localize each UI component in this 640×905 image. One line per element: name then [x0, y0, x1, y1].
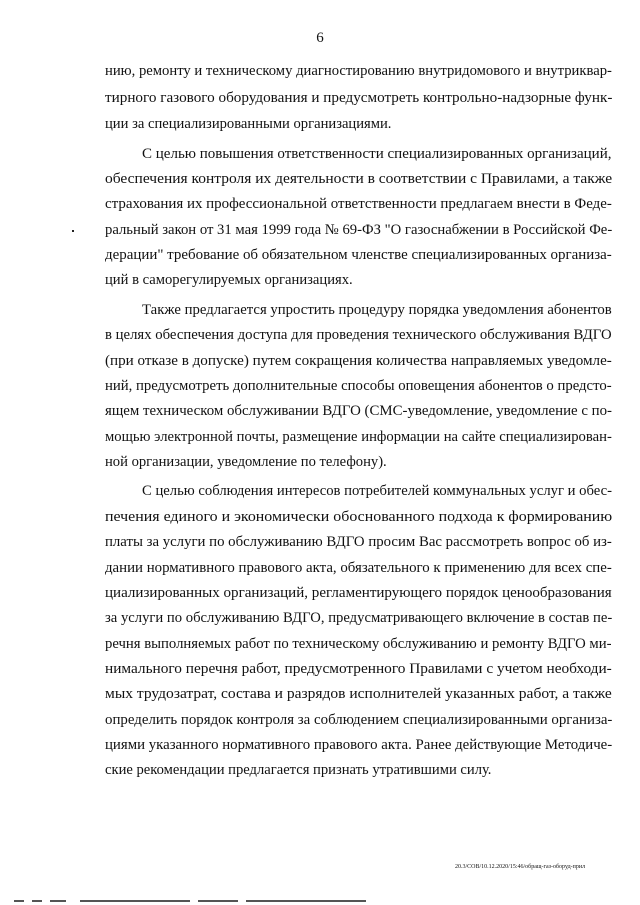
text-line: С целью повышения ответственности специализированных организаций, [142, 146, 612, 162]
text-line: дерации" требование об обязательном членстве специализированных организа- [105, 247, 612, 263]
text-line: мощью электронной почты, размещение информации на сайте специализирован- [105, 429, 612, 445]
text-line: обеспечения контроля их деятельности в соответствии с Правилами, а также [105, 171, 613, 187]
text-line: ний, предусмотреть дополнительные способы оповещения абонентов о предсто- [105, 378, 612, 394]
text-line: печения единого и экономически обоснованного подхода к формированию [105, 509, 613, 525]
text-line: речня выполняемых работ по техническому обслуживанию и ремонту ВДГО ми- [105, 636, 612, 652]
text-line: тирного газового оборудования и предусмотреть контрольно-надзорные функ- [105, 90, 613, 106]
text-line: ские рекомендации предлагается признать утратившими силу. [105, 762, 492, 778]
text-line: дании нормативного правового акта, обязательного к применению для всех спе- [105, 560, 612, 576]
text-line: нию, ремонту и техническому диагностированию внутридомового и внутриквар- [105, 63, 612, 79]
text-line: за услуги по обслуживанию ВДГО, предусматривающего включение в состав пе- [105, 610, 613, 626]
text-line: ральный закон от 31 мая 1999 года № 69-ФЗ "О газоснабжении в Российской Фе- [105, 222, 613, 238]
text-line: страхования их профессиональной ответственности предлагаем внести в Феде- [105, 196, 612, 212]
page-number: 6 [316, 30, 324, 46]
text-line: циями указанного нормативного правового акта. Ранее действующие Методиче- [105, 737, 613, 753]
text-line: мых трудозатрат, состава и разрядов исполнителей указанных работ, а также [105, 686, 612, 702]
text-line: (при отказе в допуске) путем сокращения количества направляемых уведомле- [105, 353, 612, 369]
text-line: платы за услуги по обслуживанию ВДГО просим Вас рассмотреть вопрос об из- [105, 534, 612, 550]
text-line: ной организации, уведомление по телефону). [105, 454, 387, 470]
text-line: ящем техническом обслуживании ВДГО (СМС-уведомление, уведомление с по- [105, 403, 612, 419]
text-line: ции за специализированными организациями. [105, 116, 392, 132]
stray-mark [72, 230, 74, 232]
bottom-scan-dashes [14, 900, 414, 902]
text-line: Также предлагается упростить процедуру порядка уведомления абонентов [142, 302, 612, 318]
text-line: в целях обеспечения доступа для проведения технического обслуживания ВДГО [105, 327, 612, 343]
text-line: циализированных организаций, регламентирующего порядок ценообразования [105, 585, 612, 601]
text-line: нимального перечня работ, предусмотренного Правилами с учетом необходи- [105, 661, 612, 677]
footer-document-code: 20.3/СОВ/10.12.2020/15:46/обращ-газ-оборуд-прил [455, 864, 586, 870]
text-line: С целью соблюдения интересов потребителей коммунальных услуг и обес- [142, 483, 613, 499]
text-line: определить порядок контроля за соблюдением специализированными организа- [105, 712, 613, 728]
text-line: ций в саморегулируемых организациях. [105, 272, 353, 288]
